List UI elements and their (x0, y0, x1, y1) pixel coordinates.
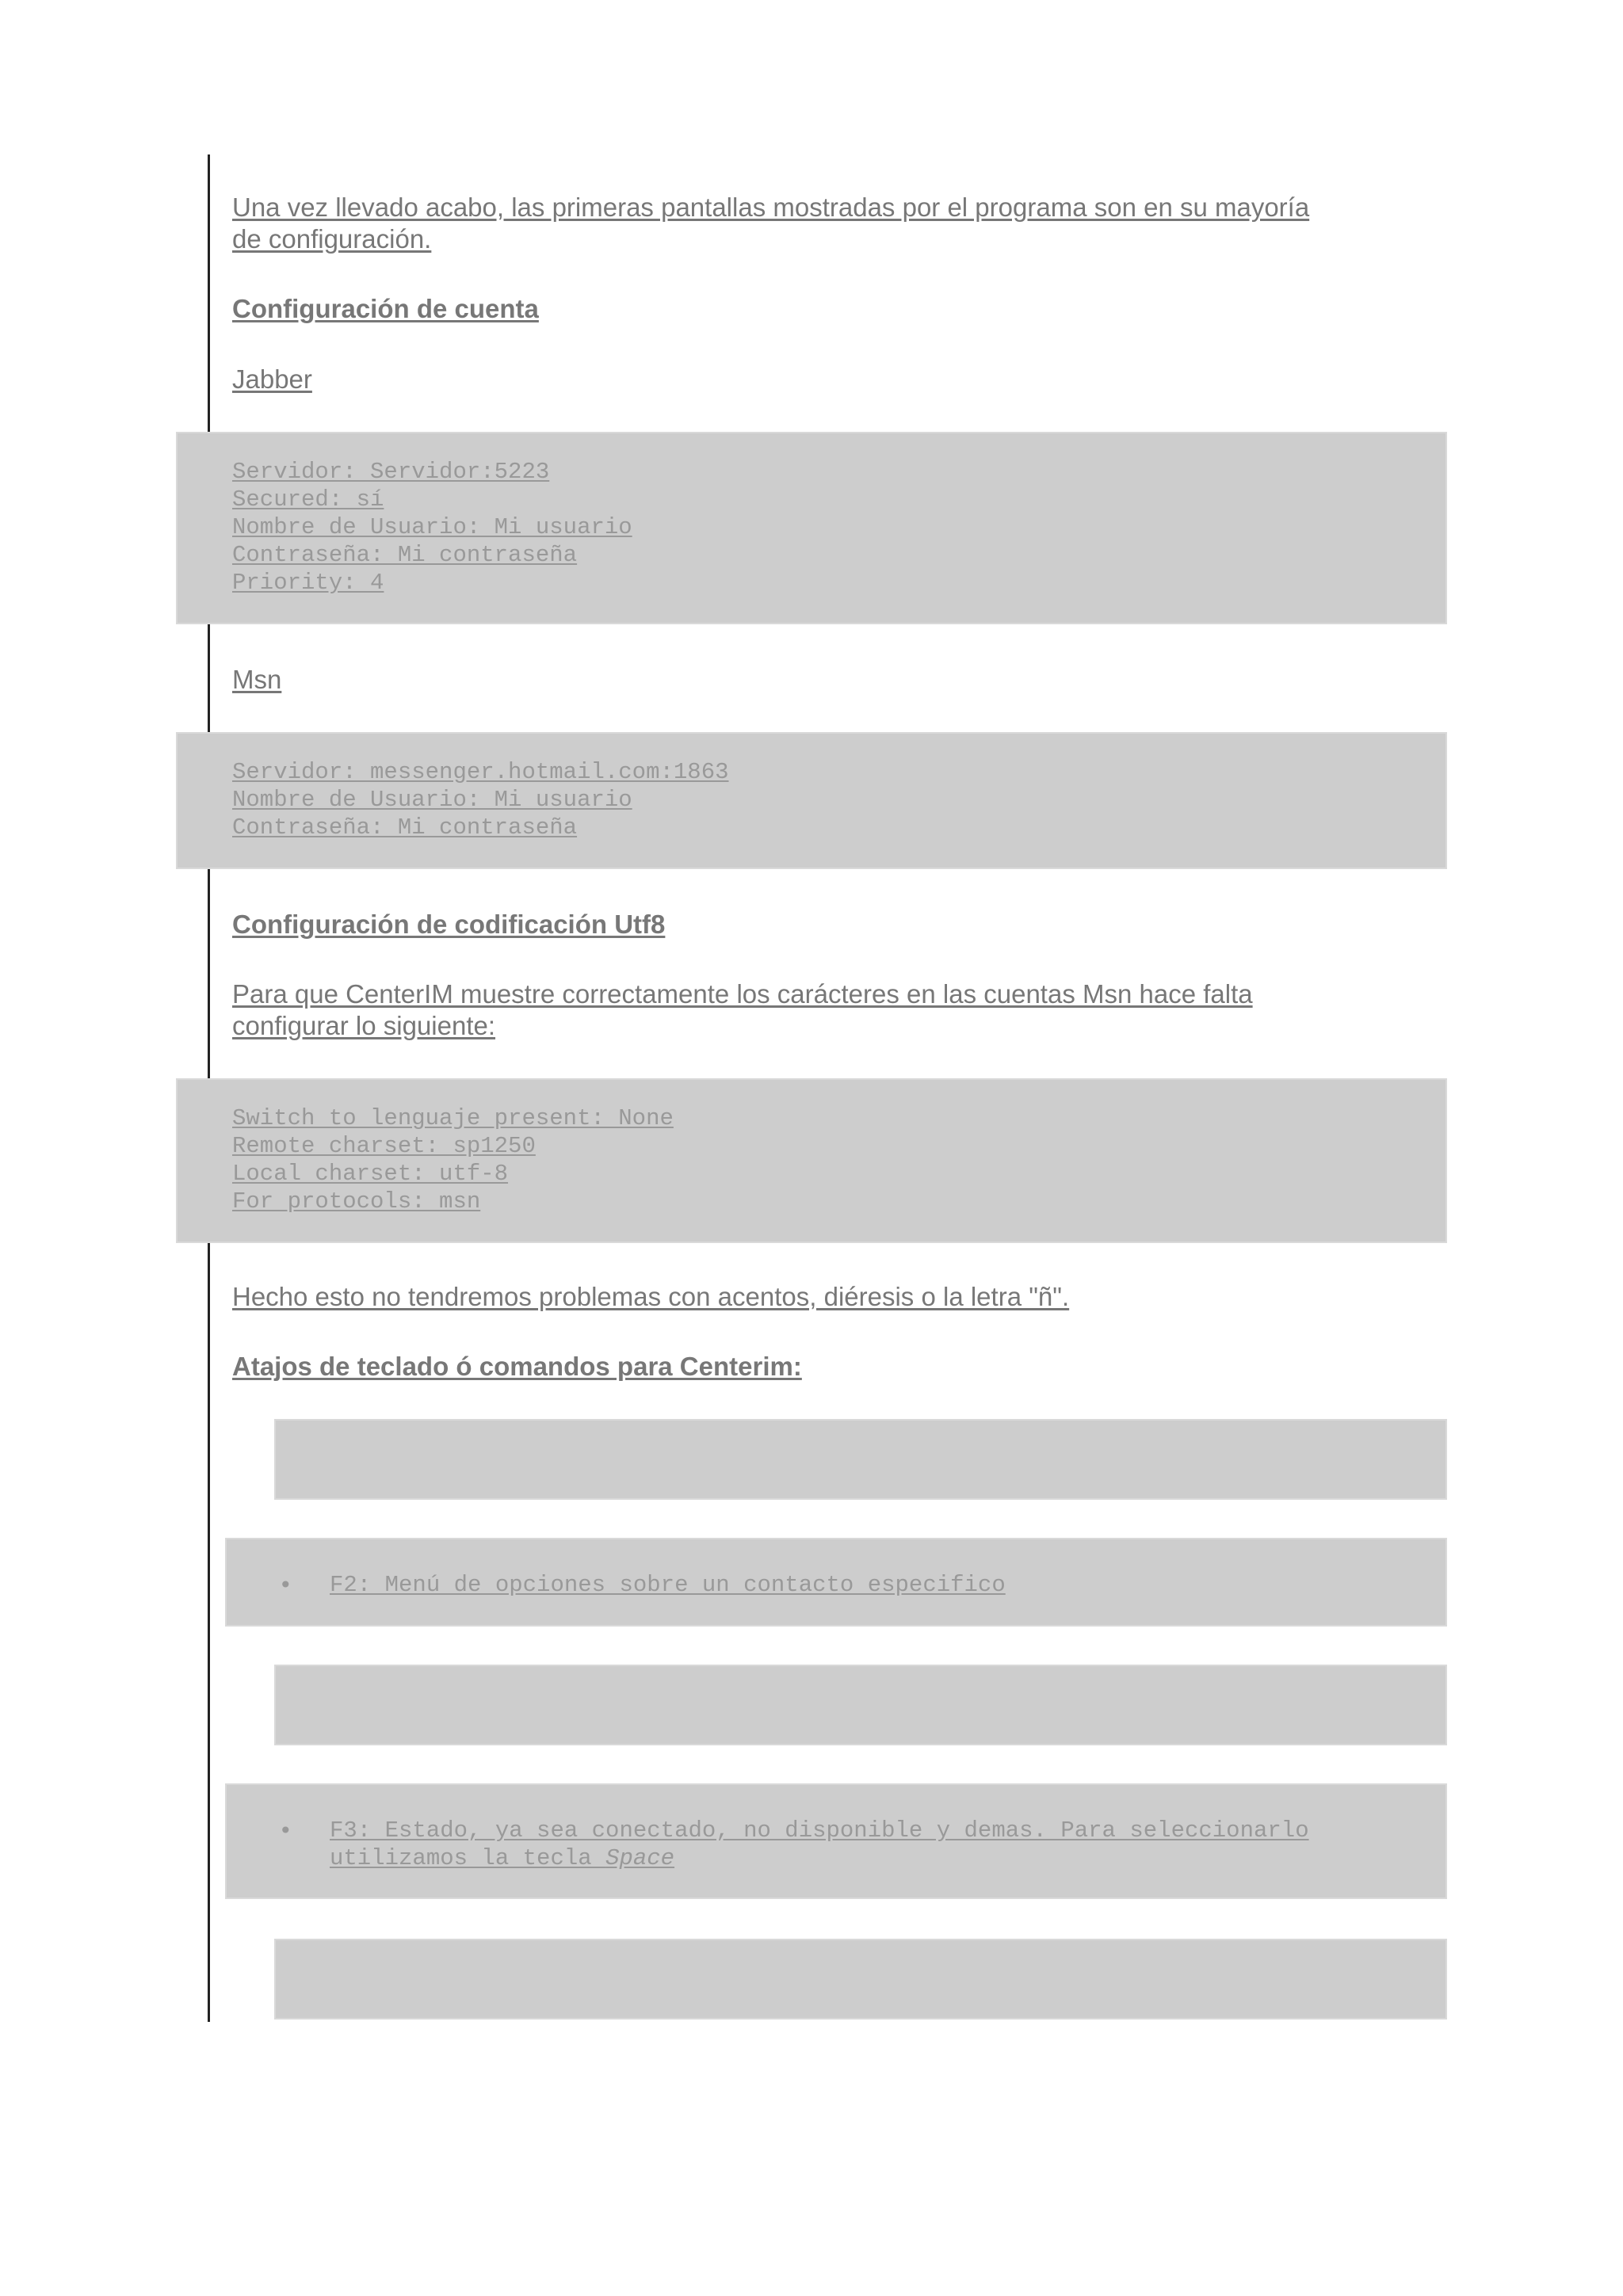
shortcut-f2-text: F2: Menú de opciones sobre un contacto especifico (330, 1572, 1006, 1598)
code-line: Servidor: messenger.hotmail.com:1863 (232, 759, 729, 785)
msn-label: Msn (232, 665, 282, 694)
jabber-label: Jabber (232, 364, 312, 394)
code-line: Local charset: utf-8 (232, 1161, 509, 1187)
bullet-icon: • (279, 1572, 292, 1598)
shortcut-f2-item (281, 1571, 1006, 1599)
code-line: Secured: sí (232, 486, 384, 513)
code-line: Remote charset: sp1250 (232, 1133, 536, 1159)
code-line: Contraseña: Mi contraseña (232, 814, 578, 841)
code-line: Contraseña: Mi contraseña (232, 542, 578, 568)
code-line: Priority: 4 (232, 570, 384, 596)
utf8-code-text (232, 1104, 674, 1215)
utf8-paragraph-cont: configurar lo siguiente: (232, 1011, 496, 1040)
intro-paragraph-cont: de configuración. (232, 224, 432, 254)
shortcut-empty-block (274, 1665, 1447, 1745)
heading-account-config: Configuración de cuenta (232, 294, 539, 323)
heading-shortcuts: Atajos de teclado ó comandos para Centerim: (232, 1352, 802, 1381)
code-line: Nombre de Usuario: Mi usuario (232, 787, 632, 813)
heading-utf8-config: Configuración de codificación Utf8 (232, 910, 666, 939)
utf8-paragraph: Para que CenterIM muestre correctamente los carácteres en las cuentas Msn hace falta (232, 979, 1253, 1009)
shortcut-f3-text: F3: Estado, ya sea conectado, no disponible y demas. Para seleccionarlo (330, 1817, 1309, 1844)
code-line: Nombre de Usuario: Mi usuario (232, 514, 632, 540)
space-key-label: Space (605, 1845, 675, 1871)
shortcut-f3-text-prefix: utilizamos la tecla (330, 1845, 606, 1871)
bullet-icon: • (279, 1817, 292, 1844)
jabber-code-text (232, 458, 632, 597)
shortcut-empty-block (274, 1419, 1447, 1500)
shortcut-empty-block (274, 1939, 1447, 2019)
msn-code-text (232, 758, 729, 841)
shortcut-f3-item (281, 1817, 1309, 1872)
code-line: Servidor: Servidor:5223 (232, 459, 550, 485)
code-line: For protocols: msn (232, 1188, 481, 1215)
done-paragraph: Hecho esto no tendremos problemas con acentos, diéresis o la letra "ñ". (232, 1282, 1070, 1311)
code-line: Switch to lenguaje present: None (232, 1105, 674, 1131)
shortcut-f3-text-cont (330, 1844, 1309, 1872)
intro-paragraph: Una vez llevado acabo, las primeras pantallas mostradas por el programa son en su mayoría (232, 193, 1310, 222)
